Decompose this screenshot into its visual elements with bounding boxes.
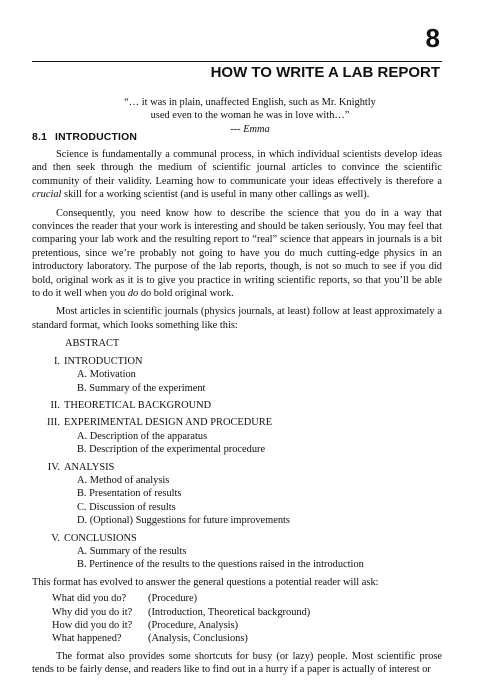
question-text: What happened? [52,633,122,645]
chapter-title: HOW TO WRITE A LAB REPORT [210,64,440,81]
outline-numeral: I. [53,355,60,367]
question-text: How did you do it? [52,620,133,631]
outline-item: B. Description of the experimental procedure [77,444,266,456]
outline-item: A. Motivation [77,369,136,381]
outline-item: D. (Optional) Suggestions for future improvements [77,515,290,527]
paragraph-1 [32,148,442,202]
epigraph-attribution-line [100,123,400,136]
question-text: Why did you do it? [52,606,133,618]
question-row [52,619,442,632]
outline-item: B. Summary of the experiment [77,382,206,394]
outline-section [32,399,442,412]
epigraph-attribution: Emma [243,123,270,135]
epigraph-line-1: “… it was in plain, unaffected English, such as Mr. Knightly [124,97,376,108]
question-list [32,592,442,646]
outline-numeral: II. [50,399,60,411]
section-number: 8.1 [32,132,48,143]
outline-item: C. Discussion of results [77,501,176,513]
body-text [32,148,442,682]
paragraph-2-text-b: do bold original work. [138,288,234,300]
question-row [52,606,442,619]
outline-section [32,532,442,572]
question-answer: (Introduction, Theoretical background) [148,606,311,618]
outline-abstract: ABSTRACT [65,338,120,350]
paragraph-2-text-a: Consequently, you need know how to describe the science that you do in a way that convinces the reader that your work is interesting and should be taken seriously. You may feel that comparing your lab work and the resulting report to “real” science that appears in journals is a bit pretentious, since we’re probably not going to have you do much cutting-edge physics in an introductory laboratory. The purpose of the lab reports, though, is not so much to see if you did bold, original work as it is to give you practice in writing scientific reports, so that you’ll be able to do it well when you [32,207,442,300]
paragraph-1-text-a: Science is fundamentally a communal process, in which individual scientists develop ideas and then seek through the medium of scientific journal articles to convince the scientific community of their validity. Learning how to communicate your ideas effectively is therefore a [32,149,442,187]
outline-item: A. Description of the apparatus [77,430,208,442]
outline-section-title: CONCLUSIONS [64,532,137,544]
paragraph-3: Most articles in scientific journals (physics journals, at least) follow at least approximately a standard format, which looks something like this: [32,306,442,331]
outline-numeral: V. [51,532,60,544]
question-answer: (Procedure) [148,593,198,605]
outline-section-title: ANALYSIS [64,461,115,473]
question-answer: (Analysis, Conclusions) [148,633,248,645]
outline-section-title: EXPERIMENTAL DESIGN AND PROCEDURE [64,417,273,429]
question-answer: (Procedure, Analysis) [148,620,239,631]
paragraph-2-emphasis: do [127,288,139,300]
paragraph-1-text-b: skill for a working scientist (and is useful in many other callings as well). [61,189,370,201]
epigraph-line-2: used even to the woman he was in love with…” [150,110,350,122]
epigraph [100,96,400,136]
paragraph-4: This format has evolved to answer the general questions a potential reader will ask: [32,576,379,588]
paragraph-1-emphasis: crucial [32,189,62,201]
paragraph-2 [32,207,442,301]
question-text: What did you do? [52,593,127,605]
section-title: INTRODUCTION [55,132,138,143]
question-row [52,632,442,645]
question-row [52,592,442,605]
outline-section-title: THEORETICAL BACKGROUND [64,399,212,411]
chapter-number: 8 [425,23,440,53]
epigraph-attribution-prefix: --- [230,123,244,135]
outline-item: A. Summary of the results [77,545,187,557]
outline-section-title: INTRODUCTION [64,355,143,367]
outline-item: B. Pertinence of the results to the questions raised in the introduction [77,559,364,571]
outline-item: A. Method of analysis [77,474,170,486]
paragraph-5: The format also provides some shortcuts for busy (or lazy) people. Most scientific prose tends to be fairly dense, and readers like to find out in a hurry if a paper is actually of interest or [32,650,442,676]
outline-section [32,461,442,528]
outline-numeral: III. [47,417,60,429]
outline-numeral: IV. [47,461,60,473]
chapter-rule [32,61,442,62]
outline-item: B. Presentation of results [77,488,182,500]
outline-section [32,355,442,395]
section-heading [32,131,137,144]
outline-section [32,416,442,456]
report-outline [32,337,442,572]
